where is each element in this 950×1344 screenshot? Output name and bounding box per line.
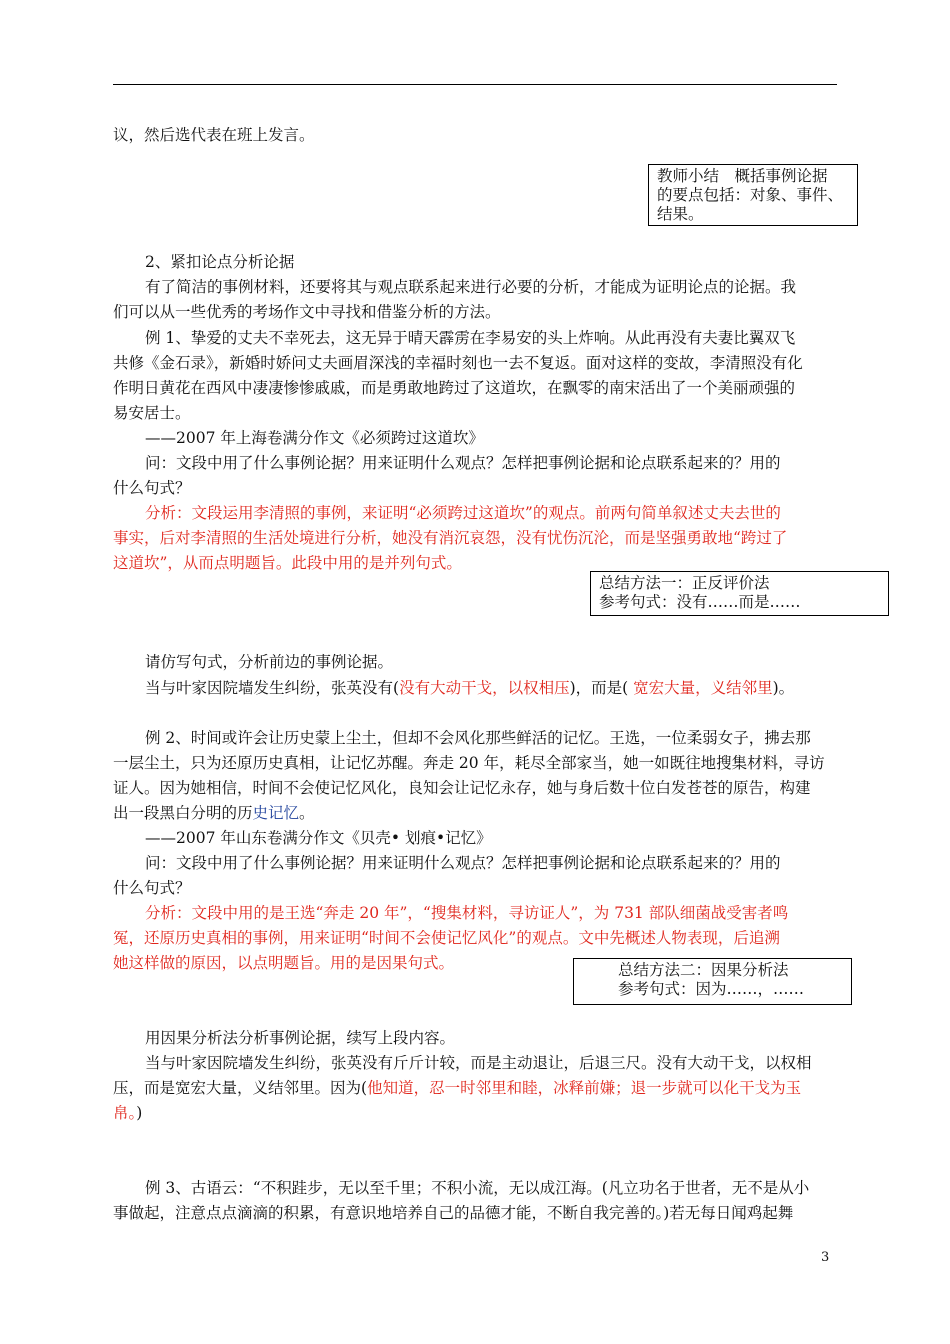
imitate-prompt: 请仿写句式，分析前边的事例论据。 (145, 653, 394, 671)
example1-line: 例 1、挚爱的丈夫不幸死去，这无异于晴天霹雳在李易安的头上炸响。从此再没有夫妻比翼双飞 (145, 329, 796, 347)
blue-text: 史记忆 (252, 804, 300, 822)
example3-line: 事做起，注意点点滴滴的积累，有意识地培养自己的品德才能，不断自我完善的。)若无每日闻鸡起舞 (113, 1204, 794, 1222)
continue-line: 当与叶家因院墙发生纠纷，张英没有斤斤计较，而是主动退让，后退三尺。没有大动干戈，以权相 (145, 1054, 812, 1072)
imitate-sentence: 当与叶家因院墙发生纠纷，张英没有(没有大动干戈，以权相压)，而是( 宽宏大量，义结邻里)。 (145, 679, 795, 697)
box-line: 总结方法一：正反评价法 (599, 574, 770, 592)
answer-text: 宽宏大量，义结邻里 (628, 679, 773, 697)
box-line: 总结方法二：因果分析法 (618, 961, 789, 979)
box-line: 结果。 (657, 205, 704, 223)
answer-text: 他知道，忍一时邻里和睦，冰释前嫌；退一步就可以化干戈为玉 (367, 1079, 802, 1097)
example1-line: 作明日黄花在西风中凄凄惨惨戚戚，而是勇敢地跨过了这道坎，在飘零的南宋活出了一个美丽顽强的 (113, 379, 796, 397)
intro-line: 们可以从一些优秀的考场作文中寻找和借鉴分析的方法。 (113, 303, 501, 321)
continue-line: 压，而是宽宏大量，义结邻里。因为(他知道，忍一时邻里和睦，冰释前嫌；退一步就可以化干戈为玉 (113, 1079, 802, 1097)
example2-line: 出一段黑白分明的历史记忆。 (113, 804, 315, 822)
example3-line: 例 3、古语云：“不积跬步，无以至千里；不积小流，无以成江海。(凡立功名于世者，无不是从小 (145, 1179, 810, 1197)
continue-prompt: 用因果分析法分析事例论据，续写上段内容。 (145, 1029, 456, 1047)
example2-question: 什么句式？ (113, 879, 191, 897)
box-line: 参考句式：没有……而是…… (599, 593, 801, 611)
answer-text: 帛。 (113, 1104, 137, 1122)
intro-line: 有了简洁的事例材料，还要将其与观点联系起来进行必要的分析，才能成为证明论点的论据。我 (145, 278, 797, 296)
example2-analysis: 冤，还原历史真相的事例，用来证明“时间不会使记忆风化”的观点。文中先概述人物表现，后追溯 (113, 929, 780, 947)
method1-box (590, 571, 889, 616)
box-line: 的要点包括：对象、事件、 (657, 186, 844, 204)
example1-question: 什么句式？ (113, 479, 191, 497)
example1-analysis: 事实，后对李清照的生活处境进行分析，她没有消沉哀怨，没有忧伤沉沦，而是坚强勇敢地“跨过了 (113, 529, 788, 547)
example2-question: 问：文段中用了什么事例论据？用来证明什么观点？怎样把事例论据和论点联系起来的？用的 (145, 854, 781, 872)
box-line: 教师小结 概括事例论据 (657, 167, 828, 185)
continue-line: 帛。) (113, 1104, 143, 1122)
example1-source: ——2007 年上海卷满分作文《必须跨过这道坎》 (145, 429, 484, 447)
example1-line: 易安居士。 (113, 404, 191, 422)
method2-box (573, 958, 852, 1005)
example2-line: 一层尘土，只为还原历史真相，让记忆苏醒。奔走 20 年，耗尽全部家当，她一如既往地搜集材料，寻访 (113, 754, 825, 772)
box-line: 参考句式：因为……，…… (618, 980, 805, 998)
example2-source: ——2007 年山东卷满分作文《贝壳• 划痕•记忆》 (145, 829, 492, 847)
example2-analysis: 她这样做的原因，以点明题旨。用的是因果句式。 (113, 954, 455, 972)
section-heading: 2、紧扣论点分析论据 (145, 253, 295, 271)
example1-line: 共修《金石录》，新婚时娇问丈夫画眉深浅的幸福时刻也一去不复返。面对这样的变故，李清照没有化 (113, 354, 803, 372)
example1-analysis: 这道坎”，从而点明题旨。此段中用的是并列句式。 (113, 554, 462, 572)
answer-text: 没有大动干戈，以权相压 (399, 679, 570, 697)
teacher-summary-box (648, 164, 858, 226)
example2-analysis: 分析：文段中用的是王选“奔走 20 年”，“搜集材料，寻访证人”，为 731 部队细菌战受害者鸣 (145, 904, 789, 922)
example2-line: 证人。因为她相信，时间不会使记忆风化，良知会让记忆永存，她与身后数十位白发苍苍的原告，构建 (113, 779, 811, 797)
example2-line: 例 2、时间或许会让历史蒙上尘土，但却不会风化那些鲜活的记忆。王选，一位柔弱女子，拂去那 (145, 729, 811, 747)
example1-analysis: 分析：文段运用李清照的事例，来证明“必须跨过这道坎”的观点。前两句简单叙述丈夫去世的 (145, 504, 781, 522)
continuation-text: 议，然后选代表在班上发言。 (113, 126, 315, 144)
header-rule (113, 84, 837, 85)
example1-question: 问：文段中用了什么事例论据？用来证明什么观点？怎样把事例论据和论点联系起来的？用的 (145, 454, 781, 472)
page-number: 3 (821, 1250, 830, 1265)
